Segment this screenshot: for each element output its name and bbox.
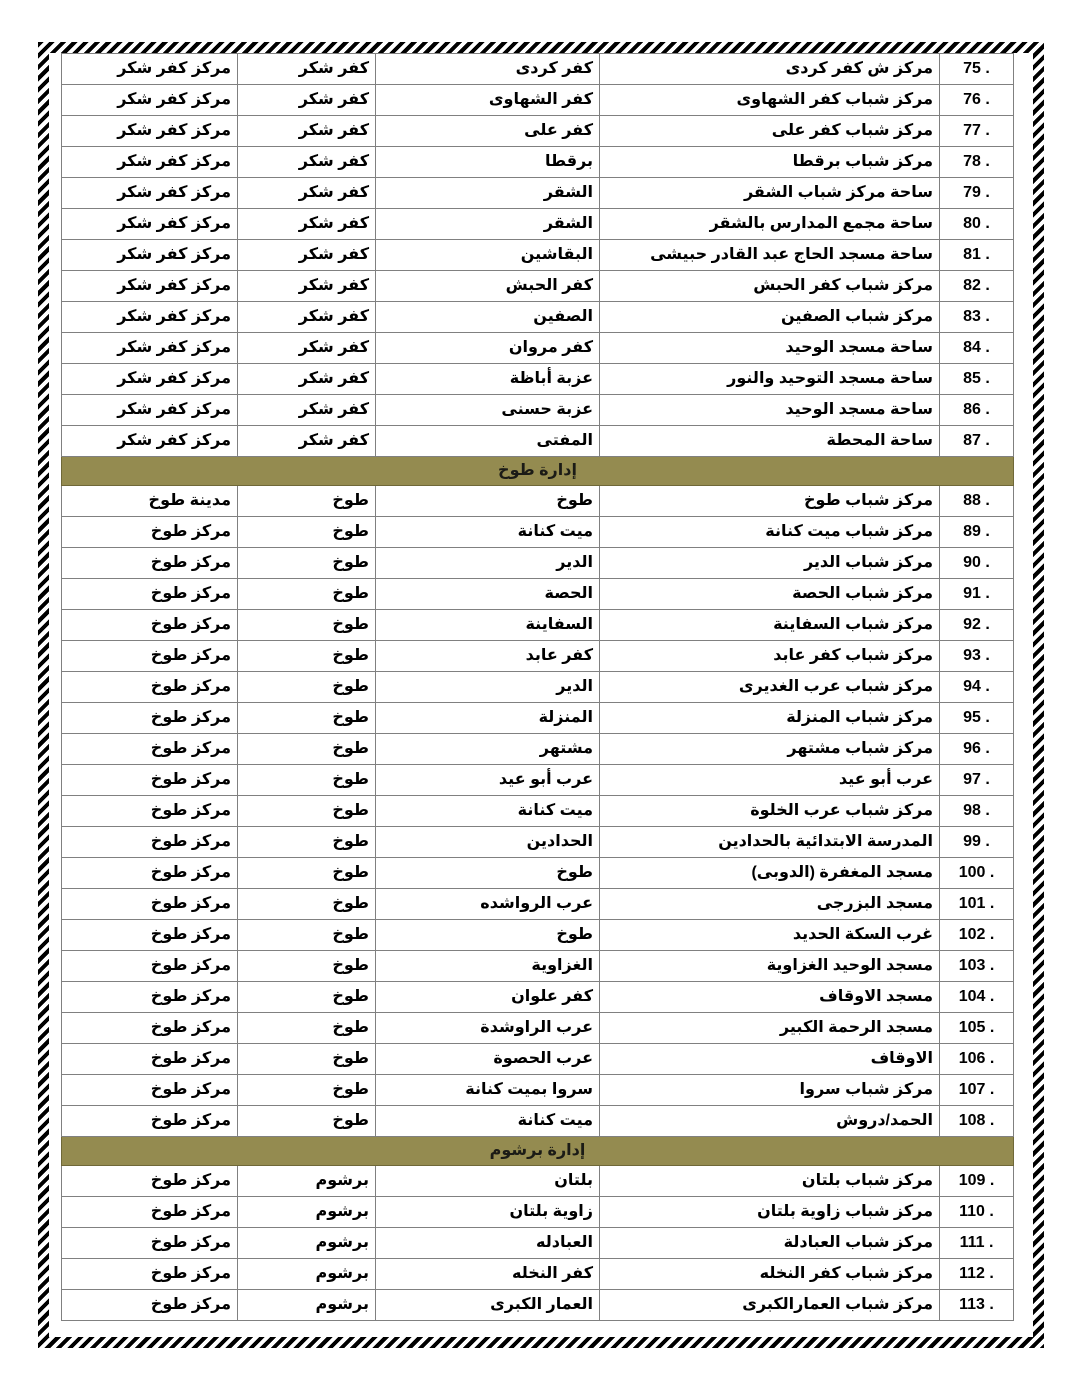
row-number-cell: 106 .: [940, 1044, 1014, 1075]
table-row: [62, 982, 1014, 1013]
row-number-cell: 109 .: [940, 1166, 1014, 1197]
village-cell: عرب الراوشدة: [376, 1013, 600, 1044]
city-cell: طوخ: [238, 486, 376, 517]
table-row: [62, 858, 1014, 889]
table-row: [62, 1044, 1014, 1075]
site-name-cell: عرب أبو عيد: [600, 765, 940, 796]
administration-cell: مركز طوخ: [62, 579, 238, 610]
table-row: [62, 920, 1014, 951]
village-cell: عرب الرواشده: [376, 889, 600, 920]
site-name-cell: مركز شباب مشتهر: [600, 734, 940, 765]
administration-cell: مركز كفر شكر: [62, 240, 238, 271]
village-cell: الصفين: [376, 302, 600, 333]
table-row: [62, 734, 1014, 765]
table-row: [62, 395, 1014, 426]
row-number-cell: 110 .: [940, 1197, 1014, 1228]
village-cell: الدير: [376, 672, 600, 703]
city-cell: طوخ: [238, 1075, 376, 1106]
village-cell: المنزلة: [376, 703, 600, 734]
table-row: [62, 548, 1014, 579]
row-number-cell: 83 .: [940, 302, 1014, 333]
site-name-cell: ساحة مسجد الوحيد: [600, 333, 940, 364]
administration-cell: مركز طوخ: [62, 1106, 238, 1137]
city-cell: طوخ: [238, 734, 376, 765]
city-cell: كفر شكر: [238, 54, 376, 85]
site-name-cell: ساحة مسجد الحاج عبد القادر حبيشى: [600, 240, 940, 271]
site-name-cell: مركز شباب الدير: [600, 548, 940, 579]
row-number-cell: 108 .: [940, 1106, 1014, 1137]
table-row: [62, 1166, 1014, 1197]
administration-cell: مركز كفر شكر: [62, 426, 238, 457]
administration-cell: مركز طوخ: [62, 1075, 238, 1106]
table-row: [62, 1259, 1014, 1290]
administration-cell: مركز طوخ: [62, 951, 238, 982]
administration-cell: مركز طوخ: [62, 858, 238, 889]
administration-cell: مركز طوخ: [62, 703, 238, 734]
row-number-cell: 102 .: [940, 920, 1014, 951]
village-cell: الحصة: [376, 579, 600, 610]
row-number-cell: 88 .: [940, 486, 1014, 517]
row-number-cell: 111 .: [940, 1228, 1014, 1259]
site-name-cell: مركز شباب بلتان: [600, 1166, 940, 1197]
table-section-header-row: [62, 1137, 1014, 1166]
administration-cell: مركز طوخ: [62, 889, 238, 920]
table-row: [62, 1075, 1014, 1106]
table-row: [62, 271, 1014, 302]
row-number-cell: 77 .: [940, 116, 1014, 147]
city-cell: كفر شكر: [238, 395, 376, 426]
site-name-cell: مسجد البزرجى: [600, 889, 940, 920]
administration-cell: مركز طوخ: [62, 1197, 238, 1228]
row-number-cell: 92 .: [940, 610, 1014, 641]
table-row: [62, 579, 1014, 610]
administration-cell: مركز طوخ: [62, 920, 238, 951]
table-row: [62, 364, 1014, 395]
row-number-cell: 96 .: [940, 734, 1014, 765]
administration-cell: مركز طوخ: [62, 765, 238, 796]
row-number-cell: 101 .: [940, 889, 1014, 920]
village-cell: كفر كردى: [376, 54, 600, 85]
village-cell: الشقر: [376, 209, 600, 240]
village-cell: ميت كنانة: [376, 517, 600, 548]
site-name-cell: ساحة مجمع المدارس بالشقر: [600, 209, 940, 240]
table-row: [62, 1013, 1014, 1044]
table-row: [62, 302, 1014, 333]
administration-cell: مركز كفر شكر: [62, 178, 238, 209]
row-number-cell: 95 .: [940, 703, 1014, 734]
administration-cell: مركز طوخ: [62, 1259, 238, 1290]
row-number-cell: 76 .: [940, 85, 1014, 116]
city-cell: طوخ: [238, 517, 376, 548]
city-cell: برشوم: [238, 1290, 376, 1321]
row-number-cell: 112 .: [940, 1259, 1014, 1290]
table-row: [62, 1228, 1014, 1259]
site-name-cell: ساحة مسجد الوحيد: [600, 395, 940, 426]
administration-cell: مركز كفر شكر: [62, 364, 238, 395]
row-number-cell: 81 .: [940, 240, 1014, 271]
youth-centers-table: [61, 53, 1014, 1321]
table-body: [62, 54, 1014, 1321]
city-cell: طوخ: [238, 765, 376, 796]
row-number-cell: 91 .: [940, 579, 1014, 610]
administration-cell: مدينة طوخ: [62, 486, 238, 517]
village-cell: كفر مروان: [376, 333, 600, 364]
administration-cell: مركز طوخ: [62, 1044, 238, 1075]
city-cell: طوخ: [238, 858, 376, 889]
table-row: [62, 672, 1014, 703]
table-row: [62, 54, 1014, 85]
village-cell: كفر النخله: [376, 1259, 600, 1290]
administration-cell: مركز طوخ: [62, 1166, 238, 1197]
city-cell: كفر شكر: [238, 209, 376, 240]
table-row: [62, 1290, 1014, 1321]
administration-cell: مركز طوخ: [62, 982, 238, 1013]
village-cell: طوخ: [376, 920, 600, 951]
site-name-cell: مسجد الوحيد الغزاوية: [600, 951, 940, 982]
site-name-cell: الاوقاف: [600, 1044, 940, 1075]
village-cell: عزبة أباظة: [376, 364, 600, 395]
row-number-cell: 79 .: [940, 178, 1014, 209]
site-name-cell: غرب السكة الحديد: [600, 920, 940, 951]
city-cell: طوخ: [238, 951, 376, 982]
row-number-cell: 87 .: [940, 426, 1014, 457]
site-name-cell: الحمد/دروش: [600, 1106, 940, 1137]
city-cell: طوخ: [238, 1013, 376, 1044]
site-name-cell: مركز شباب طوخ: [600, 486, 940, 517]
city-cell: كفر شكر: [238, 271, 376, 302]
administration-cell: مركز كفر شكر: [62, 147, 238, 178]
city-cell: طوخ: [238, 610, 376, 641]
table-row: [62, 178, 1014, 209]
site-name-cell: مركز شباب العبادلة: [600, 1228, 940, 1259]
table-row: [62, 517, 1014, 548]
table-row: [62, 889, 1014, 920]
administration-cell: مركز كفر شكر: [62, 395, 238, 426]
row-number-cell: 93 .: [940, 641, 1014, 672]
table-row: [62, 765, 1014, 796]
row-number-cell: 80 .: [940, 209, 1014, 240]
administration-cell: مركز كفر شكر: [62, 302, 238, 333]
administration-cell: مركز طوخ: [62, 548, 238, 579]
site-name-cell: مركز شباب الصفين: [600, 302, 940, 333]
administration-cell: مركز كفر شكر: [62, 85, 238, 116]
site-name-cell: ساحة مسجد التوحيد والنور: [600, 364, 940, 395]
row-number-cell: 90 .: [940, 548, 1014, 579]
administration-cell: مركز طوخ: [62, 1290, 238, 1321]
administration-cell: مركز طوخ: [62, 734, 238, 765]
village-cell: كفر على: [376, 116, 600, 147]
city-cell: برشوم: [238, 1259, 376, 1290]
village-cell: عرب الحصوة: [376, 1044, 600, 1075]
site-name-cell: مركز شباب المنزلة: [600, 703, 940, 734]
table-row: [62, 209, 1014, 240]
site-name-cell: مركز شباب كفر على: [600, 116, 940, 147]
table-row: [62, 486, 1014, 517]
village-cell: برقطا: [376, 147, 600, 178]
table-row: [62, 1197, 1014, 1228]
site-name-cell: مركز شباب عرب الغديرى: [600, 672, 940, 703]
village-cell: كفر الحبش: [376, 271, 600, 302]
city-cell: طوخ: [238, 1044, 376, 1075]
row-number-cell: 78 .: [940, 147, 1014, 178]
site-name-cell: مسجد الاوقاف: [600, 982, 940, 1013]
row-number-cell: 113 .: [940, 1290, 1014, 1321]
row-number-cell: 84 .: [940, 333, 1014, 364]
row-number-cell: 99 .: [940, 827, 1014, 858]
site-name-cell: مسجد المغفرة (الدوبى): [600, 858, 940, 889]
section-header-label: إدارة برشوم: [62, 1137, 1014, 1166]
administration-cell: مركز كفر شكر: [62, 209, 238, 240]
city-cell: كفر شكر: [238, 302, 376, 333]
village-cell: الحدادين: [376, 827, 600, 858]
administration-cell: مركز طوخ: [62, 517, 238, 548]
village-cell: طوخ: [376, 858, 600, 889]
administration-cell: مركز طوخ: [62, 1013, 238, 1044]
table-row: [62, 333, 1014, 364]
village-cell: طوخ: [376, 486, 600, 517]
village-cell: العبادله: [376, 1228, 600, 1259]
row-number-cell: 100 .: [940, 858, 1014, 889]
village-cell: الشقر: [376, 178, 600, 209]
row-number-cell: 107 .: [940, 1075, 1014, 1106]
table-row: [62, 703, 1014, 734]
administration-cell: مركز كفر شكر: [62, 271, 238, 302]
city-cell: برشوم: [238, 1166, 376, 1197]
table-row: [62, 147, 1014, 178]
village-cell: سروا بميت كنانة: [376, 1075, 600, 1106]
site-name-cell: مركز شباب كفر الحبش: [600, 271, 940, 302]
administration-cell: مركز كفر شكر: [62, 54, 238, 85]
village-cell: الدير: [376, 548, 600, 579]
city-cell: كفر شكر: [238, 85, 376, 116]
administration-cell: مركز طوخ: [62, 672, 238, 703]
city-cell: برشوم: [238, 1197, 376, 1228]
village-cell: البقاشين: [376, 240, 600, 271]
city-cell: طوخ: [238, 579, 376, 610]
row-number-cell: 86 .: [940, 395, 1014, 426]
city-cell: كفر شكر: [238, 240, 376, 271]
row-number-cell: 97 .: [940, 765, 1014, 796]
village-cell: العمار الكبرى: [376, 1290, 600, 1321]
village-cell: مشتهر: [376, 734, 600, 765]
table-row: [62, 641, 1014, 672]
site-name-cell: مركز شباب عرب الخلوة: [600, 796, 940, 827]
city-cell: كفر شكر: [238, 116, 376, 147]
site-name-cell: مركز شباب كفر الشهاوى: [600, 85, 940, 116]
village-cell: كفر عابد: [376, 641, 600, 672]
city-cell: طوخ: [238, 703, 376, 734]
table-section-header-row: [62, 457, 1014, 486]
youth-centers-table-container: [62, 53, 1014, 1321]
city-cell: كفر شكر: [238, 178, 376, 209]
table-row: [62, 1106, 1014, 1137]
city-cell: طوخ: [238, 982, 376, 1013]
city-cell: طوخ: [238, 889, 376, 920]
site-name-cell: مركز شباب الحصة: [600, 579, 940, 610]
row-number-cell: 105 .: [940, 1013, 1014, 1044]
village-cell: الغزاوية: [376, 951, 600, 982]
table-row: [62, 796, 1014, 827]
site-name-cell: مركز شباب السفاينة: [600, 610, 940, 641]
city-cell: كفر شكر: [238, 426, 376, 457]
site-name-cell: مسجد الرحمة الكبير: [600, 1013, 940, 1044]
village-cell: كفر الشهاوى: [376, 85, 600, 116]
village-cell: زاوية بلتان: [376, 1197, 600, 1228]
site-name-cell: مركز شباب كفر عابد: [600, 641, 940, 672]
city-cell: برشوم: [238, 1228, 376, 1259]
village-cell: المفتى: [376, 426, 600, 457]
table-row: [62, 116, 1014, 147]
city-cell: طوخ: [238, 548, 376, 579]
administration-cell: مركز طوخ: [62, 827, 238, 858]
administration-cell: مركز طوخ: [62, 641, 238, 672]
city-cell: طوخ: [238, 920, 376, 951]
table-row: [62, 951, 1014, 982]
village-cell: ميت كنانة: [376, 796, 600, 827]
row-number-cell: 98 .: [940, 796, 1014, 827]
row-number-cell: 82 .: [940, 271, 1014, 302]
village-cell: كفر علوان: [376, 982, 600, 1013]
table-row: [62, 610, 1014, 641]
site-name-cell: ساحة مركز شباب الشقر: [600, 178, 940, 209]
city-cell: كفر شكر: [238, 147, 376, 178]
table-row: [62, 827, 1014, 858]
city-cell: كفر شكر: [238, 364, 376, 395]
site-name-cell: مركز شباب سروا: [600, 1075, 940, 1106]
table-row: [62, 240, 1014, 271]
administration-cell: مركز كفر شكر: [62, 116, 238, 147]
table-row: [62, 85, 1014, 116]
site-name-cell: مركز شباب ميت كنانة: [600, 517, 940, 548]
site-name-cell: مركز شباب زاوية بلتان: [600, 1197, 940, 1228]
administration-cell: مركز طوخ: [62, 796, 238, 827]
city-cell: طوخ: [238, 641, 376, 672]
city-cell: طوخ: [238, 672, 376, 703]
row-number-cell: 103 .: [940, 951, 1014, 982]
administration-cell: مركز طوخ: [62, 1228, 238, 1259]
city-cell: طوخ: [238, 1106, 376, 1137]
village-cell: عزبة حسنى: [376, 395, 600, 426]
village-cell: بلتان: [376, 1166, 600, 1197]
administration-cell: مركز طوخ: [62, 610, 238, 641]
village-cell: عرب أبو عيد: [376, 765, 600, 796]
row-number-cell: 89 .: [940, 517, 1014, 548]
row-number-cell: 75 .: [940, 54, 1014, 85]
site-name-cell: مركز ش كفر كردى: [600, 54, 940, 85]
row-number-cell: 85 .: [940, 364, 1014, 395]
city-cell: كفر شكر: [238, 333, 376, 364]
row-number-cell: 104 .: [940, 982, 1014, 1013]
city-cell: طوخ: [238, 796, 376, 827]
village-cell: ميت كنانة: [376, 1106, 600, 1137]
city-cell: طوخ: [238, 827, 376, 858]
site-name-cell: المدرسة الابتدائية بالحدادين: [600, 827, 940, 858]
section-header-label: إدارة طوخ: [62, 457, 1014, 486]
row-number-cell: 94 .: [940, 672, 1014, 703]
site-name-cell: مركز شباب كفر النخله: [600, 1259, 940, 1290]
site-name-cell: مركز شباب برقطا: [600, 147, 940, 178]
site-name-cell: ساحة المحطة: [600, 426, 940, 457]
table-row: [62, 426, 1014, 457]
administration-cell: مركز كفر شكر: [62, 333, 238, 364]
village-cell: السفاينة: [376, 610, 600, 641]
site-name-cell: مركز شباب العمارالكبرى: [600, 1290, 940, 1321]
